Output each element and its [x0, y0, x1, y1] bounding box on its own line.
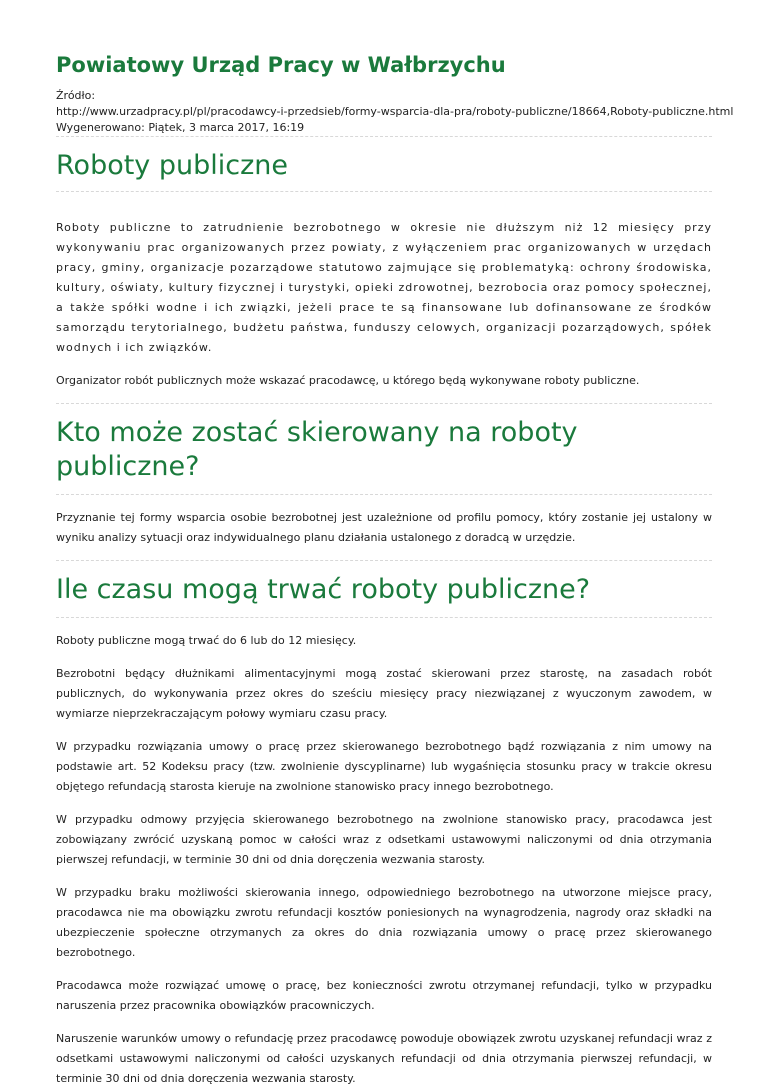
section-paragraph: Pracodawca może rozwiązać umowę o pracę, bez konieczności zwrotu otrzymanej refundacji, tylko w przypadku naruszenia przez pracownika obowiązków pracowniczych. — [56, 979, 712, 1012]
section-paragraph: Roboty publiczne mogą trwać do 6 lub do 12 miesięcy. — [56, 634, 357, 647]
divider — [56, 617, 712, 618]
section-paragraph: W przypadku rozwiązania umowy o pracę przez skierowanego bezrobotnego bądź rozwiązania z nim umowy na podstawie art. 52 Kodeksu pracy (tzw. zwolnienie dyscyplinarne) lub wygaśnięcia stosunku pracy w trakcie okresu objętego refundacją starosta kieruje na zwolnione stanowisko pracy innego bezrobotnego. — [56, 740, 712, 793]
section-paragraph: W przypadku odmowy przyjęcia skierowanego bezrobotnego na zwolnione stanowisko pracy, pracodawca jest zobowiązany zwrócić uzyskaną pomoc w całości wraz z odsetkami ustawowymi naliczonymi od dnia otrzymania pierwszej refundacji, w terminie 30 dni od dnia doręczenia wezwania starosty. — [56, 813, 712, 866]
section-heading-who: Kto może zostać skierowany na roboty publiczne? — [56, 417, 578, 482]
section-heading-duration: Ile czasu mogą trwać roboty publiczne? — [56, 574, 591, 605]
intro-paragraph: Organizator robót publicznych może wskazać pracodawcę, u którego będą wykonywane roboty publiczne. — [56, 374, 640, 387]
source-label: Źródło: — [56, 89, 96, 102]
section-paragraph: Przyznanie tej formy wsparcia osobie bezrobotnej jest uzależnione od profilu pomocy, który zostanie jej ustalony w wyniku analizy sytuacji oraz indywidualnego planu działania ustalonego z doradcą w urzędzie. — [56, 511, 712, 544]
article-title: Roboty publiczne — [56, 150, 289, 181]
print-meta — [56, 88, 734, 136]
section-paragraph: Bezrobotni będący dłużnikami alimentacyjnymi mogą zostać skierowani przez starostę, na zasadach robót publicznych, do wykonywania przez okres do sześciu miesięcy pracy niezwiązanej z wyuczonym zawodem, w wymiarze nieprzekraczającym połowy wymiaru czasu pracy. — [56, 667, 712, 720]
site-title: Powiatowy Urząd Pracy w Wałbrzychu — [56, 53, 506, 77]
divider — [56, 191, 712, 192]
section-paragraph: Naruszenie warunków umowy o refundację przez pracodawcę powoduje obowiązek zwrotu uzyskanej refundacji wraz z odsetkami ustawowymi naliczonymi od całości uzyskanych refundacji od dnia otrzymania pierwszej refundacji, w terminie 30 dni od dnia doręczenia wezwania starosty. — [56, 1032, 712, 1085]
generated-date: Wygenerowano: Piątek, 3 marca 2017, 16:19 — [56, 121, 305, 134]
intro-paragraph: Roboty publiczne to zatrudnienie bezrobotnego w okresie nie dłuższym niż 12 miesięcy przy wykonywaniu prac organizowanych przez powiaty, z wyłączeniem prac organizowanych w urzędach pracy, gminy, organizacje pozarządowe statutowo zajmujące się problematyką: ochrony środowiska, kultury, oświaty, kultury fizycznej i turystyki, opieki zdrowotnej, bezrobocia oraz pomocy społecznej, a także spółki wodne i ich związki, jeżeli prace te są finansowane lub dofinansowane ze środków samorządu terytorialnego, budżetu państwa, funduszy celowych, organizacji pozarządowych, spółek wodnych i ich związków. — [56, 221, 712, 354]
divider — [56, 494, 712, 495]
section-paragraph: W przypadku braku możliwości skierowania innego, odpowiedniego bezrobotnego na utworzone miejsce pracy, pracodawca nie ma obowiązku zwrotu refundacji kosztów poniesionych na wynagrodzenia, nagrody oraz składki na ubezpieczenie społeczne otrzymanych za okres do dnia rozwiązania umowy o pracę przez skierowanego bezrobotnego. — [56, 886, 712, 959]
source-url[interactable]: http://www.urzadpracy.pl/pl/pracodawcy-i-przedsieb/formy-wsparcia-dla-pra/roboty-publiczne/18664,Roboty-publiczne.html — [56, 105, 734, 118]
